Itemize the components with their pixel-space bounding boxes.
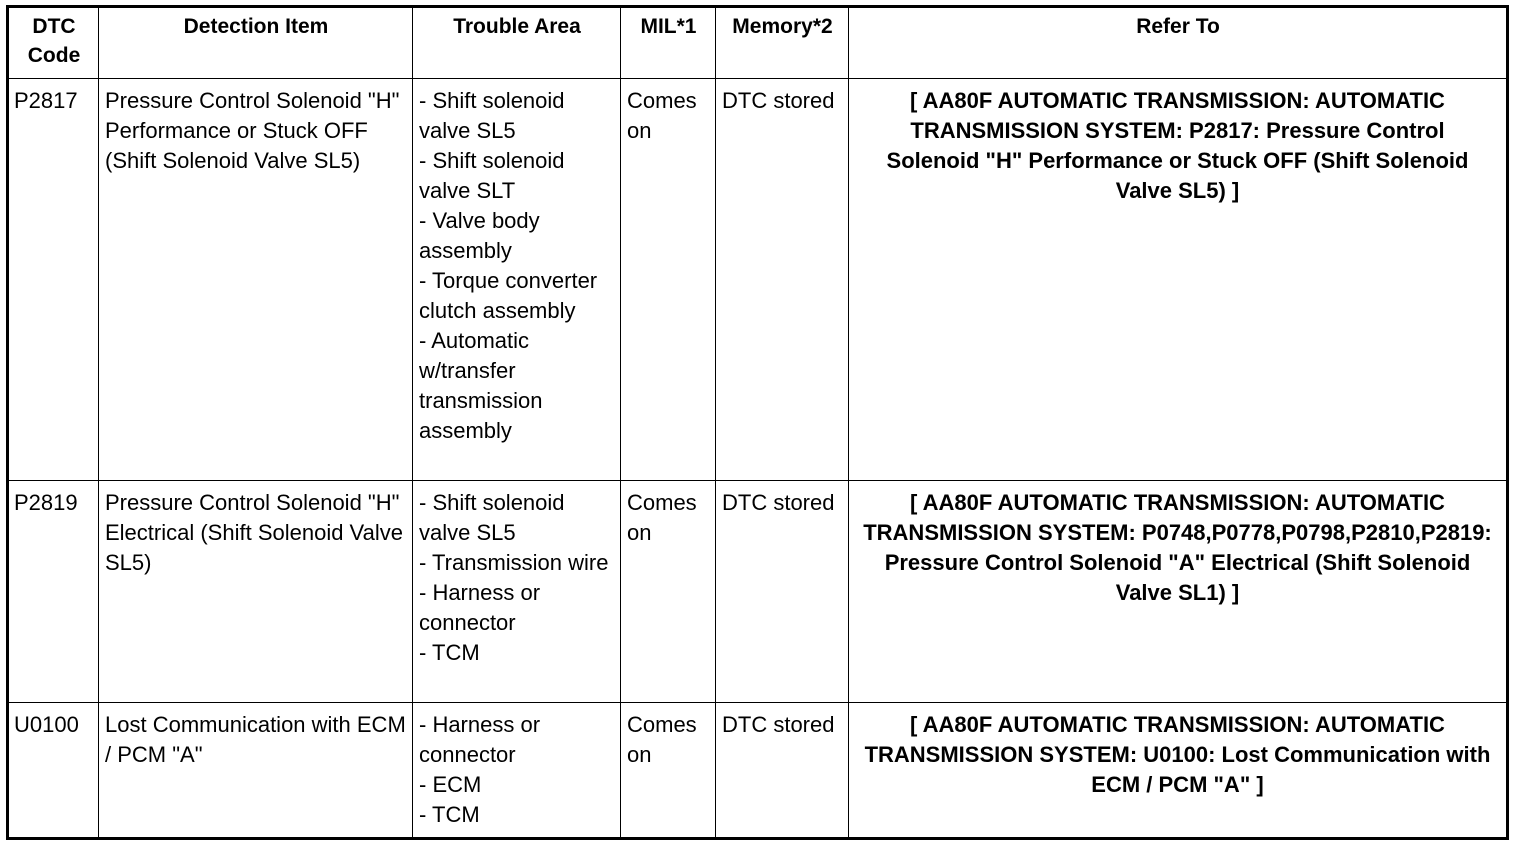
trouble-area-cell [413, 703, 621, 839]
mil-cell: Comes on [621, 481, 716, 703]
header-mil: MIL*1 [621, 7, 716, 79]
trouble-area-item: - Transmission wire [419, 550, 609, 575]
trouble-area-item: - Shift solenoid valve SL5 [419, 490, 565, 545]
table-row [8, 481, 1508, 703]
memory-cell: DTC stored [716, 481, 849, 703]
dtc-code-cell: U0100 [8, 703, 99, 839]
trouble-area-item: - TCM [419, 802, 480, 827]
dtc-code-cell: P2819 [8, 481, 99, 703]
dtc-table [6, 5, 1509, 840]
table-row [8, 703, 1508, 839]
trouble-area-item: - Shift solenoid valve SL5 [419, 88, 565, 143]
table-header-row [8, 7, 1508, 79]
header-detection-item: Detection Item [99, 7, 413, 79]
trouble-area-cell [413, 79, 621, 481]
table-row [8, 79, 1508, 481]
memory-cell: DTC stored [716, 703, 849, 839]
trouble-area-item: - Automatic w/transfer transmission assembly [419, 328, 543, 443]
refer-to-cell: [ AA80F AUTOMATIC TRANSMISSION: AUTOMATIC TRANSMISSION SYSTEM: P2817: Pressure Control Solenoid "H" Performance or Stuck OFF (Shift Solenoid Valve SL5) ] [849, 79, 1508, 481]
detection-item-cell: Lost Communication with ECM / PCM "A" [99, 703, 413, 839]
header-refer-to: Refer To [849, 7, 1508, 79]
header-memory: Memory*2 [716, 7, 849, 79]
header-dtc-code: DTC Code [8, 7, 99, 79]
trouble-area-item: - TCM [419, 640, 480, 665]
refer-to-cell: [ AA80F AUTOMATIC TRANSMISSION: AUTOMATIC TRANSMISSION SYSTEM: U0100: Lost Communication with ECM / PCM "A" ] [849, 703, 1508, 839]
header-trouble-area: Trouble Area [413, 7, 621, 79]
trouble-area-cell [413, 481, 621, 703]
dtc-code-cell: P2817 [8, 79, 99, 481]
trouble-area-item: - ECM [419, 772, 482, 797]
trouble-area-item: - Valve body assembly [419, 208, 540, 263]
trouble-area-item: - Harness or connector [419, 712, 541, 767]
mil-cell: Comes on [621, 703, 716, 839]
detection-item-cell: Pressure Control Solenoid "H" Electrical (Shift Solenoid Valve SL5) [99, 481, 413, 703]
detection-item-cell: Pressure Control Solenoid "H" Performance or Stuck OFF (Shift Solenoid Valve SL5) [99, 79, 413, 481]
mil-cell: Comes on [621, 79, 716, 481]
memory-cell: DTC stored [716, 79, 849, 481]
trouble-area-item: - Shift solenoid valve SLT [419, 148, 565, 203]
refer-to-cell: [ AA80F AUTOMATIC TRANSMISSION: AUTOMATIC TRANSMISSION SYSTEM: P0748,P0778,P0798,P2810,P2819: Pressure Control Solenoid "A" Electrical (Shift Solenoid Valve SL1) ] [849, 481, 1508, 703]
trouble-area-item: - Torque converter clutch assembly [419, 268, 598, 323]
trouble-area-item: - Harness or connector [419, 580, 541, 635]
